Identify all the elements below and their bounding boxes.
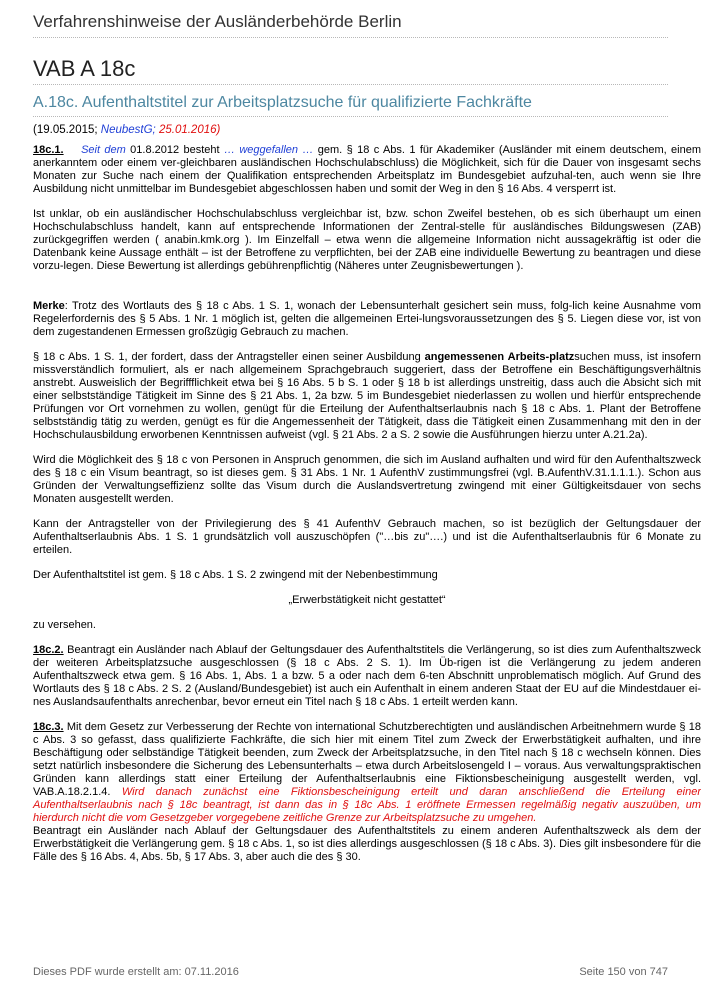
date-text: 01.8.2012 besteht xyxy=(125,144,224,156)
section-title: A.18c. Aufenthaltstitel zur Arbeitsplatzsuche für qualifizierte Fachkräfte xyxy=(33,94,532,111)
bold-term: angemessenen Arbeits-platz xyxy=(424,351,575,363)
document-body xyxy=(33,144,701,876)
paragraph-merke xyxy=(33,300,701,339)
paragraph-text: suchen muss, ist insofern missverständlich formuliert, als er nach allgemeinem Sprachgebrauch suggeriert, dass der Betroffene ein Beschäftigungsverhältnis anstrebt. Ausweislich der Begriffflichkeit etwa bei § 16 Abs. 5 b S. 1 oder § 18 b ist allerdings unstreitig, dass auch die Absicht sich mit einer selbstständige Tätigkeit im Sinne des § 21 Abs. 1, 2a bzw. 5 im Bundesgebiet niederlassen zu wollen und hierfür entsprechende Prüfungen vor Ort vornehmen zu wollen, genügt für die Erteilung der Aufenthaltserlaubnis nach § 18 c Abs. 1. Plant der Betroffene selbstständig tätig zu werden, genügt es für die Angemessenheit der Tätigkeit, dass die Tätigkeit einen Zusammenhang mit den in der Hochschulausbildung erworbenen Kenntnissen aufweist (vgl. § 21 Abs. 2 a S. 2 sowie die Ausführungen hierzu unter A.21.2a). xyxy=(33,351,701,441)
neubest-link[interactable]: NeubestG; xyxy=(100,124,156,136)
paragraph-number: 18c.3. xyxy=(33,721,64,733)
paragraph-arbeitsplatz xyxy=(33,351,701,442)
seit-dem-text: Seit dem xyxy=(81,144,126,156)
paragraph-versehen: zu versehen. xyxy=(33,619,96,631)
weggefallen-text: … weggefallen … xyxy=(223,144,318,156)
paragraph-visum: Wird die Möglichkeit des § 18 c von Personen in Anspruch genommen, die sich im Ausland aufhalten und wird für den Aufenthaltszweck des § 18 c ein Visum beantragt, so ist dieses gem. § 31 Abs. 1 Nr. 1 AufenthV zustimmungsfrei (vgl. B.AufenthV.31.1.1.1.). Schon aus Gründen der Verwaltungseffizienz sollte das Visum durch die Auslandsvertretung zwingend mit einer Gültigkeitsdauer von sechs Monaten ausgestellt werden. xyxy=(33,454,701,505)
paragraph-18c-2 xyxy=(33,644,701,709)
paragraph-privilegierung: Kann der Antragsteller von der Privilegierung des § 41 AufenthV Gebrauch machen, so ist bezüglich der Geltungsdauer der Aufenthaltserlaubnis Abs. 1 S. 1 grundsätzlich voll auszuschöpfen ("…bis zu"….) und ist die Aufenthaltserlaubnis für 6 Monate zu erteilen. xyxy=(33,518,701,556)
divider xyxy=(33,84,668,85)
divider xyxy=(33,37,668,38)
creation-date: Dieses PDF wurde erstellt am: 07.11.2016 xyxy=(33,966,239,978)
paragraph-text: : Trotz des Wortlauts des § 18 c Abs. 1 S. 1, wonach der Lebensunterhalt gesichert sein muss, folg-lich keine Ausnahme vom Regelerfordernis des § 5 Abs. 1 Nr. 1 möglich ist, gelten die allgemeinen Ertei-lungsvoraussetzungen des § 5. Liegen diese vor, ist von dem zugestandenen Ermessen großzügig Gebrauch zu machen. xyxy=(33,300,701,338)
quoted-condition: „Erwerbstätigkeit nicht gestattet“ xyxy=(288,594,446,606)
paragraph-nebenbestimmung: Der Aufenthaltstitel ist gem. § 18 c Abs. 1 S. 2 zwingend mit der Nebenbestimmung xyxy=(33,569,438,581)
page-footer xyxy=(33,966,668,978)
paragraph-verlaengerung: Beantragt ein Ausländer nach Ablauf der Geltungsdauer des Aufenthaltstitels zu einem anderen Aufenthaltszweck als dem der Erwerbstätigkeit die Verlängerung gem. § 18 c Abs. 1, so ist dies allerdings ausgeschlossen (§ 18 c Abs. 3). Dies gilt insbesondere für die Fälle des § 16 Abs. 4, Abs. 5b, § 17 Abs. 3, aber auch die des § 30. xyxy=(33,825,701,863)
paragraph-text: Mit dem Gesetz zur Verbesserung der Rechte von international Schutzberechtigten und ausländischen Arbeitnehmern wurde § 18 c Abs. 3 so gefasst, dass qualifizierte Fachkräfte, die sich hier mit einem Titel zum Zweck der Erwerbstätigkeit aufhalten, und ihre Beschäftigung oder selbständige Tätigkeit beenden, zum Zweck der Arbeitsplatzsuche, in den Titel nach § 18 c wechseln können. Dies setzt natürlich insbesondere die Sicherung des Lebensunterhalts – etwa durch Arbeitslosengeld I – voraus. Aus verwaltungspraktischen Gründen kann allerdings statt einer Erteilung der Aufenthaltserlaubnis eine Fiktionsbescheinigung ausgestellt werden, vgl. VAB.A.18.2.1.4. xyxy=(33,721,701,798)
paragraph-zab: Ist unklar, ob ein ausländischer Hochschulabschluss vergleichbar ist, bzw. schon Zweifel bestehen, ob es sich überhaupt um einen Hochschulabschluss handelt, kann auf entsprechende Informationen der Zentral-stelle für ausländisches Bildungswesen (ZAB) zurückgegriffen werden ( anabin.kmk.org ). Im Einzelfall – etwa wenn die allgemeine Information nicht aussagekräftig ist oder die Datenbank keine Aussage enthält – ist der Betroffene zu verpflichten, bei der ZAB eine individuelle Bewertung zu beantragen und diese vorzu-legen. Diese Bewertung ist allerdings gebührenpflichtig (Näheres unter Zeugnisbewertungen ). xyxy=(33,208,701,272)
merke-label: Merke xyxy=(33,300,65,312)
paragraph-text: § 18 c Abs. 1 S. 1, der fordert, dass der Antragsteller einen seiner Ausbildung xyxy=(33,351,425,363)
page-number: Seite 150 von 747 xyxy=(579,966,668,978)
amended-text: Wird danach zunächst eine Fiktionsbescheinigung erteilt und daran anschließend die Erteilung einer Aufenthaltserlaubnis nach § 18c beantragt, ist dann das in § 18c Abs. 1 eröffnete Ermessen regelmäßig negativ auszuüben, um hierdurch nicht die vom Gesetzgeber vorgegebene zeitliche Grenze zur Arbeitsplatzsuche zu umgehen. xyxy=(33,786,701,824)
revision-date: (19.05.2015; xyxy=(33,124,101,136)
neubest-date: 25.01.2016) xyxy=(155,124,221,136)
document-page xyxy=(33,0,701,990)
divider xyxy=(33,116,668,117)
site-title: Verfahrenshinweise der Ausländerbehörde Berlin xyxy=(33,12,402,31)
paragraph-18c-1 xyxy=(33,144,701,196)
paragraph-number: 18c.1. xyxy=(33,144,64,156)
paragraph-text: Beantragt ein Ausländer nach Ablauf der Geltungsdauer des Aufenthaltstitels die Verlängerung, so ist dies zum Aufenthaltszweck der weiteren Arbeitsplatzsuche ausgeschlossen (§ 18 c Abs. 2 S. 1). Im Üb-rigen ist die Verlängerung zu jedem anderen Aufenthaltszweck etwa gem. § 16 Abs. 1, Abs. 1 a bzw. 5 a oder nach dem 6-ten Abschnitt unproblematisch möglich. Auf Grund des Wortlauts des § 18 c Abs. 2 S. 2 (Ausland/Bundesgebiet) ist auch ein Aufenthalt in einem anderen Staat der EU auf die Mindestdauer ei-nes Auslandsaufenthalts anrechenbar, bevor erneut ein Titel nach § 18 c Abs. 1 erteilt werden kann. xyxy=(33,644,701,708)
revision-line xyxy=(33,124,220,136)
paragraph-18c-3 xyxy=(33,721,701,825)
paragraph-number: 18c.2. xyxy=(33,644,64,656)
document-code: VAB A 18c xyxy=(33,56,136,81)
paragraph-text: gem. § 18 c Abs. 1 für Akademiker (Ausländer mit einem deutschem, einem anerkanntem oder einem ver-gleichbaren ausländischen Hochschulabschluss) die Möglichkeit, sich für die Dauer von insgesamt sechs Monaten zur Suche nach einem der Qualifikation entsprechenden Arbeitsplatz im Bundesgebiet aufzuhal-ten, auch wenn sie Ihre Ausbildung nicht unmittelbar im Bundesgebiet abgeschlossen haben und somit der Weg in den § 16 Abs. 4 versperrt ist. xyxy=(33,144,701,195)
